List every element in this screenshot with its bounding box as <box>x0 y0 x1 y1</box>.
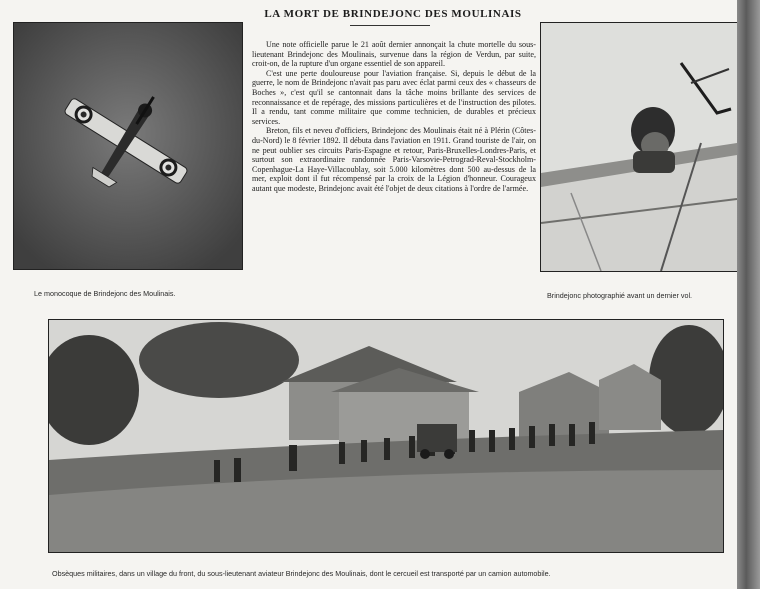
article-title: LA MORT DE BRINDEJONC DES MOULINAIS <box>264 8 522 20</box>
village-scene-illustration <box>49 320 723 552</box>
article-paragraph-1: Une note officielle parue le 21 août dernier annonçait la chute mortelle du sous-lieutenant Brindejonc des Moulinais, survenue dans la région de Verdun, par suite, croit-on, de la rupture d'un organe essentiel de son appareil. <box>252 40 536 69</box>
funeral-procession-photo <box>48 319 724 553</box>
article-body <box>252 40 536 194</box>
caption-monoplane: Le monocoque de Brindejonc des Moulinais. <box>34 289 176 298</box>
caption-funeral: Obsèques militaires, dans un village du front, du sous-lieutenant aviateur Brindejonc des Moulinais, dont le cercueil est transporté par un camion automobile. <box>52 569 551 578</box>
article-paragraph-2: C'est une perte douloureuse pour l'aviation française. Si, depuis le début de la guerre, le nom de Brindejonc n'avait pas paru avec éclat parmi ceux des « chasseurs de Boches », c'est qu'il se cantonnait dans la tâche moins brillante des services de reconnaissance et de repérage, des missions particulières et de l'instruction des pilotes. Il a rendu, tant comme militaire que comme technicien, de durables et précieux services. <box>252 68 536 126</box>
monoplane-photo <box>13 22 243 270</box>
aviator-illustration <box>541 23 737 271</box>
page-binding-edge <box>737 0 760 589</box>
monoplane-illustration <box>14 23 242 269</box>
title-rule <box>350 25 430 26</box>
caption-aviator: Brindejonc photographié avant un dernier vol. <box>547 291 693 300</box>
article-paragraph-3: Breton, fils et neveu d'officiers, Brindejonc des Moulinais était né à Plérin (Côtes-du-Nord) le 8 février 1892. Il débuta dans l'aviation en 1911. Grand touriste de l'air, on ne peut oublier ses circuits Paris-Espagne et retour, Paris-Bruxelles-Londres-Paris, et surtout son extraordinaire randonnée Paris-Varsovie-Petrograd-Reval-Stockholm-Copenhague-La Haye-Villacoublay, soit 5.000 kilomètres dont 500 au-dessus de la mer, exploit dont il fut récompensé par la croix de la Légion d'honneur. Courageux autant que modeste, Brindejonc avait été l'objet de deux citations à l'ordre de l'armée. <box>252 126 536 193</box>
aviator-portrait-photo <box>540 22 738 272</box>
